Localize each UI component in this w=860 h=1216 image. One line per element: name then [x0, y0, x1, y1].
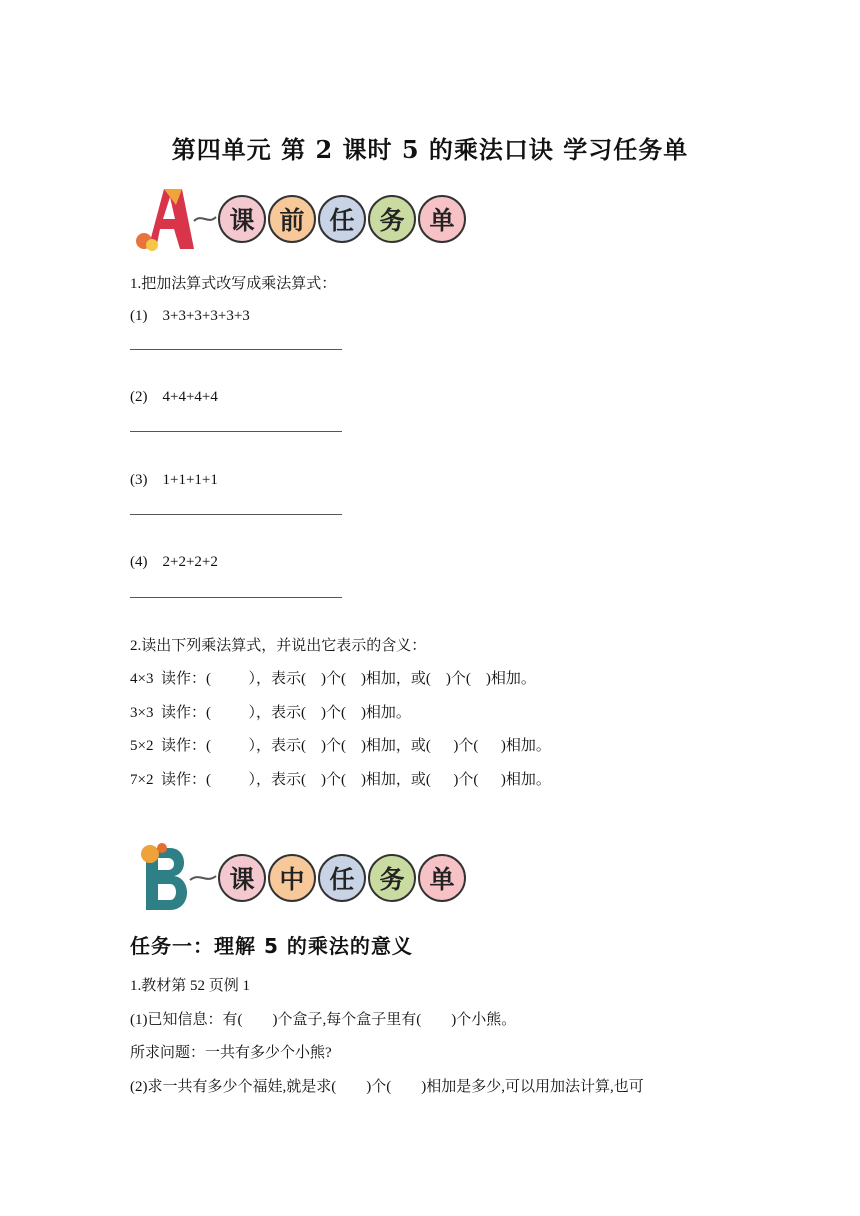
q1-item: (3) 1+1+1+1	[130, 472, 218, 488]
banner-char: 任	[318, 854, 366, 902]
banner-char: 课	[218, 195, 266, 243]
q1-item: (4) 2+2+2+2	[130, 554, 218, 570]
section-a-banner	[130, 185, 470, 255]
q1-prompt: 1.把加法算式改写成乘法算式：	[130, 276, 337, 292]
q2-prompt: 2.读出下列乘法算式，并说出它表示的含义：	[130, 638, 427, 654]
q1-item: (1) 3+3+3+3+3+3	[130, 308, 250, 324]
task1-line: 1.教材第 52 页例 1	[130, 978, 251, 994]
banner-char: 课	[218, 854, 266, 902]
banner-char: 中	[268, 854, 316, 902]
page-title: 第四单元 第 2 课时 5 的乘法口诀 学习任务单	[171, 135, 689, 164]
task1-line: (2)求一共有多少个福娃,就是求( )个( )相加是多少,可以用加法计算,也可	[130, 1079, 644, 1095]
answer-line[interactable]	[130, 514, 342, 515]
section-a-title-circles	[218, 195, 466, 243]
section-b-title-circles	[218, 854, 466, 902]
letter-b-logo	[130, 840, 230, 916]
q2-item: 7×2 读作：( ），表示( )个( )相加，或( )个( )相加。	[130, 772, 551, 788]
banner-char: 务	[368, 195, 416, 243]
answer-line[interactable]	[130, 349, 342, 350]
q2-item: 4×3 读作：( ），表示( )个( )相加，或( )个( )相加。	[130, 671, 536, 687]
banner-char: 务	[368, 854, 416, 902]
q2-item: 3×3 读作：( ），表示( )个( )相加。	[130, 705, 411, 721]
banner-char: 任	[318, 195, 366, 243]
q2-item: 5×2 读作：( ），表示( )个( )相加，或( )个( )相加。	[130, 738, 551, 754]
task1-line: 所求问题：一共有多少个小熊?	[130, 1045, 332, 1061]
banner-char: 单	[418, 195, 466, 243]
answer-line[interactable]	[130, 431, 342, 432]
task1-line: (1)已知信息：有( )个盒子,每个盒子里有( )个小熊。	[130, 1012, 517, 1028]
banner-char: 单	[418, 854, 466, 902]
answer-line[interactable]	[130, 597, 342, 598]
task1-heading: 任务一：理解 5 的乘法的意义	[130, 934, 413, 958]
banner-char: 前	[268, 195, 316, 243]
section-b-banner	[130, 840, 470, 910]
q1-item: (2) 4+4+4+4	[130, 389, 218, 405]
letter-a-logo	[130, 185, 230, 255]
